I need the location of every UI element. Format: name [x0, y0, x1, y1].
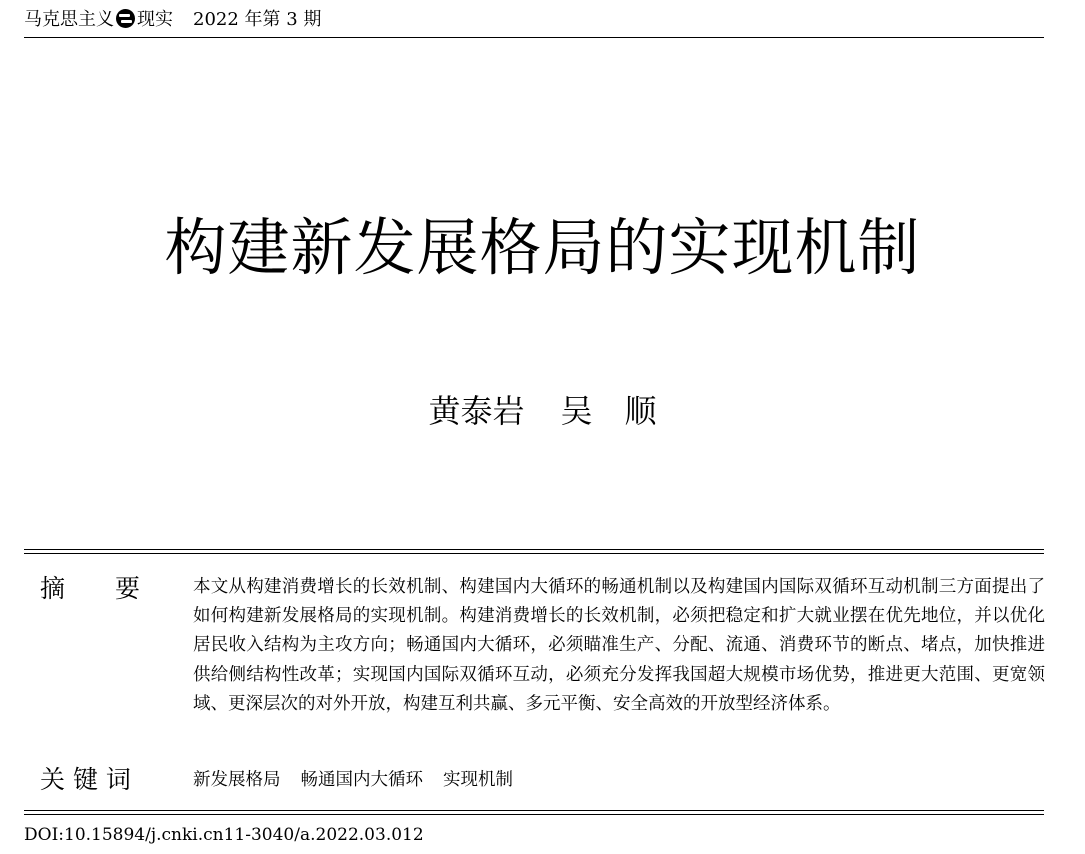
journal-header: [24, 6, 1044, 34]
article-title: 构建新发展格局的实现机制: [164, 211, 921, 284]
keywords-label: 关 键 词: [40, 765, 131, 794]
keyword: 畅通国内大循环: [300, 770, 423, 790]
journal-name-left: 马克思主义: [24, 9, 114, 30]
keyword: 实现机制: [443, 770, 513, 790]
abstract-bottom-divider: [24, 810, 1044, 815]
abstract-label: 摘 要: [40, 574, 141, 603]
abstract-top-divider: [24, 549, 1044, 554]
header-divider: [24, 37, 1044, 38]
doi-link[interactable]: DOI:10.15894/j.cnki.cn11-3040/a.2022.03.012: [24, 825, 424, 845]
journal-logo-icon: [116, 9, 135, 28]
journal-name-right: 现实: [137, 9, 173, 30]
author-name: 吴 顺: [560, 392, 657, 430]
author-name: 黄泰岩: [428, 392, 525, 430]
author-list: [0, 388, 1085, 434]
issue-number: 2022 年第 3 期: [193, 9, 322, 30]
keywords-list: [193, 766, 533, 794]
abstract-text: 本文从构建消费增长的长效机制、构建国内大循环的畅通机制以及构建国内国际双循环互动机制三方面提出了如何构建新发展格局的实现机制。构建消费增长的长效机制，必须把稳定和扩大就业摆在优先地位，并以优化居民收入结构为主攻方向；畅通国内大循环，必须瞄准生产、分配、流通、消费环节的断点、堵点，加快推进供给侧结构性改革；实现国内国际双循环互动，必须充分发挥我国超大规模市场优势，推进更大范围、更宽领域、更深层次的对外开放，构建互利共赢、多元平衡、安全高效的开放型经济体系。: [193, 577, 1045, 714]
keyword: 新发展格局: [193, 770, 281, 790]
